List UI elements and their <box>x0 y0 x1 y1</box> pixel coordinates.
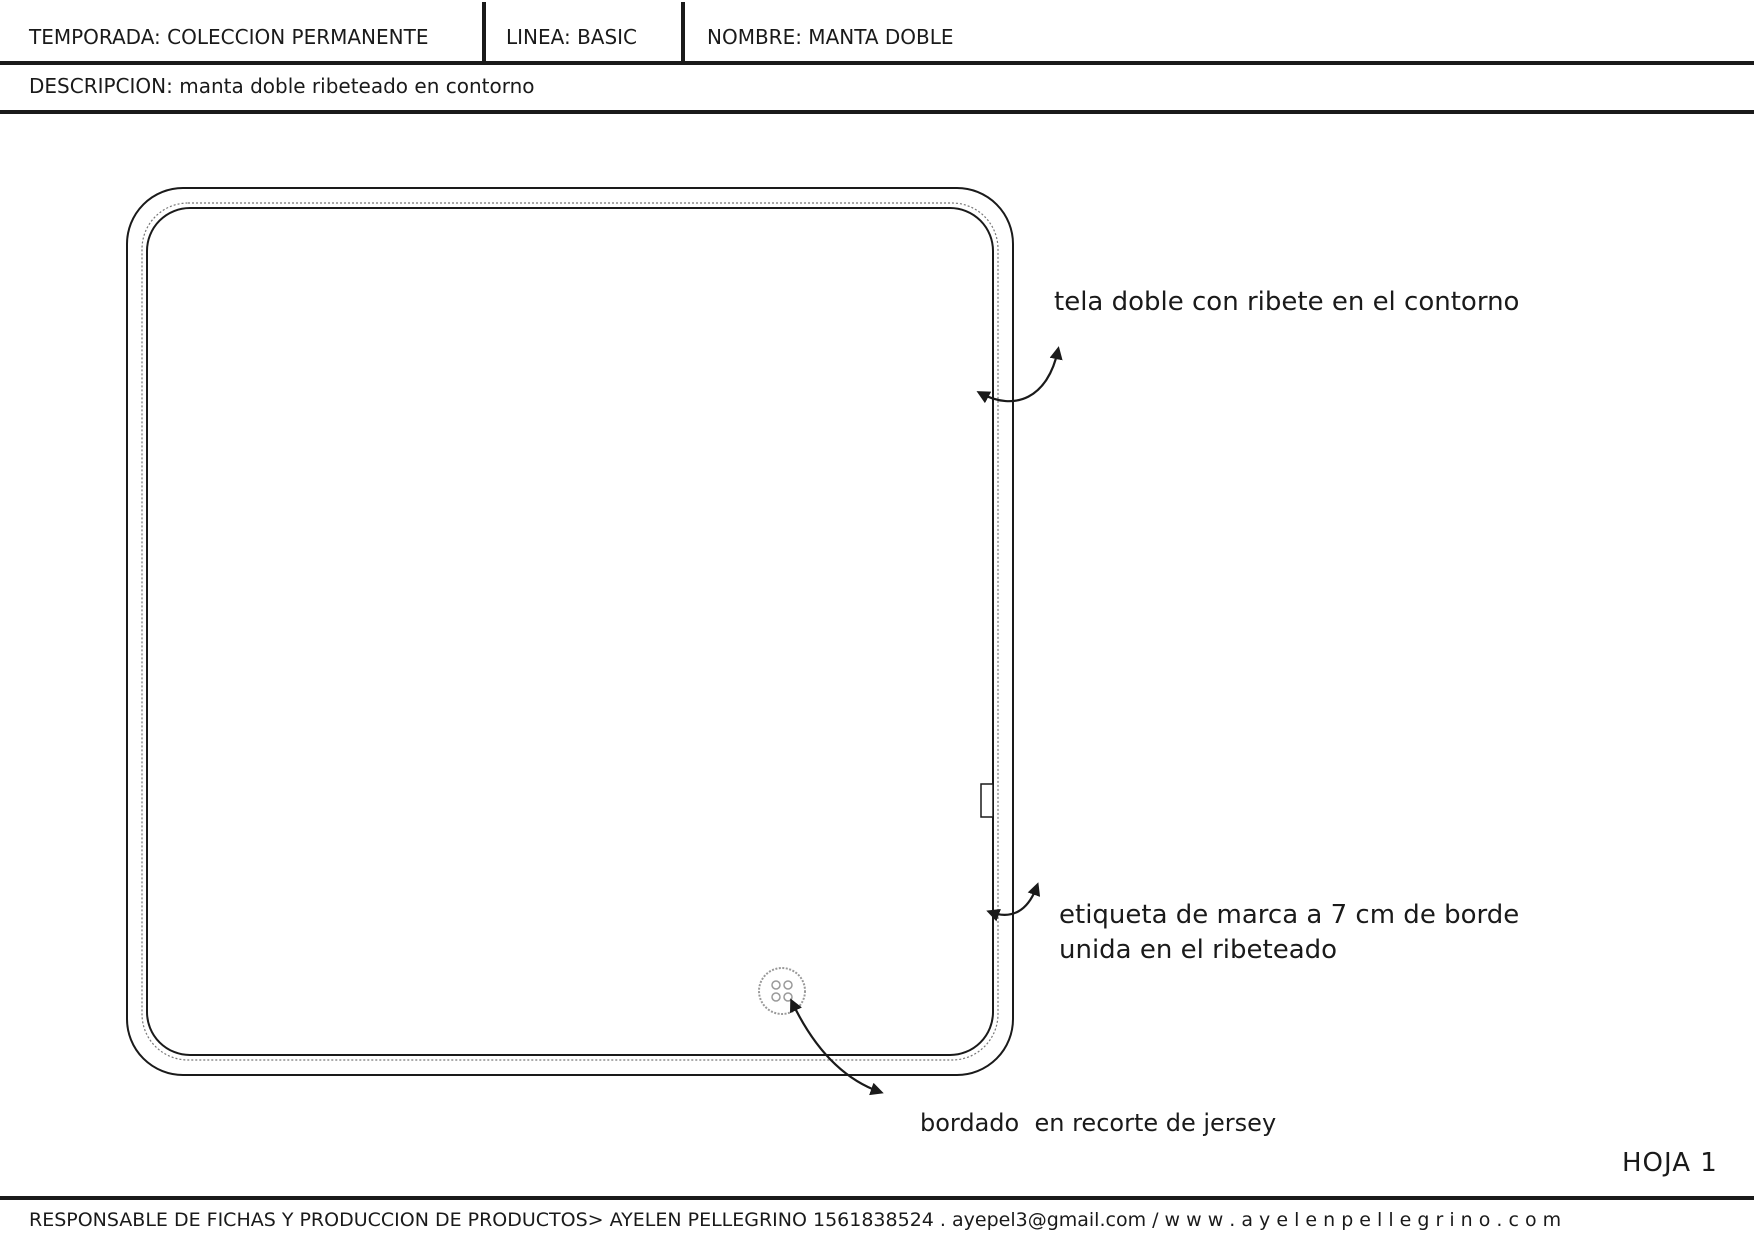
nombre-label: NOMBRE: MANTA DOBLE <box>707 25 954 49</box>
embroidery-patch <box>759 968 805 1014</box>
footer-credits: RESPONSABLE DE FICHAS Y PRODUCCION DE PRODUCTOS> AYELEN PELLEGRINO 1561838524 . ayepel3@gmail.com / w w w . a y e l e n p e l l e g r i n o . c o m <box>29 1209 1562 1231</box>
ribete-arrow <box>980 350 1058 401</box>
bordado-annotation: bordado en recorte de jersey <box>920 1109 1277 1137</box>
descripcion-label: DESCRIPCION: manta doble ribeteado en contorno <box>29 74 535 98</box>
blanket-outer-edge <box>127 188 1013 1075</box>
etiqueta-annotation-line2: unida en el ribeteado <box>1059 935 1338 965</box>
binding-inner-edge <box>147 208 993 1055</box>
temporada-label: TEMPORADA: COLECCION PERMANENTE <box>29 25 429 49</box>
sheet-number: HOJA 1 <box>1622 1148 1718 1178</box>
bordado-arrow <box>792 1002 880 1092</box>
ribete-annotation: tela doble con ribete en el contorno <box>1054 287 1520 317</box>
brand-label-tab <box>981 784 993 817</box>
stitch-line <box>142 203 998 1060</box>
linea-label: LINEA: BASIC <box>506 25 638 49</box>
etiqueta-annotation-line1: etiqueta de marca a 7 cm de borde <box>1059 900 1520 930</box>
footer-rule <box>0 1196 1754 1200</box>
